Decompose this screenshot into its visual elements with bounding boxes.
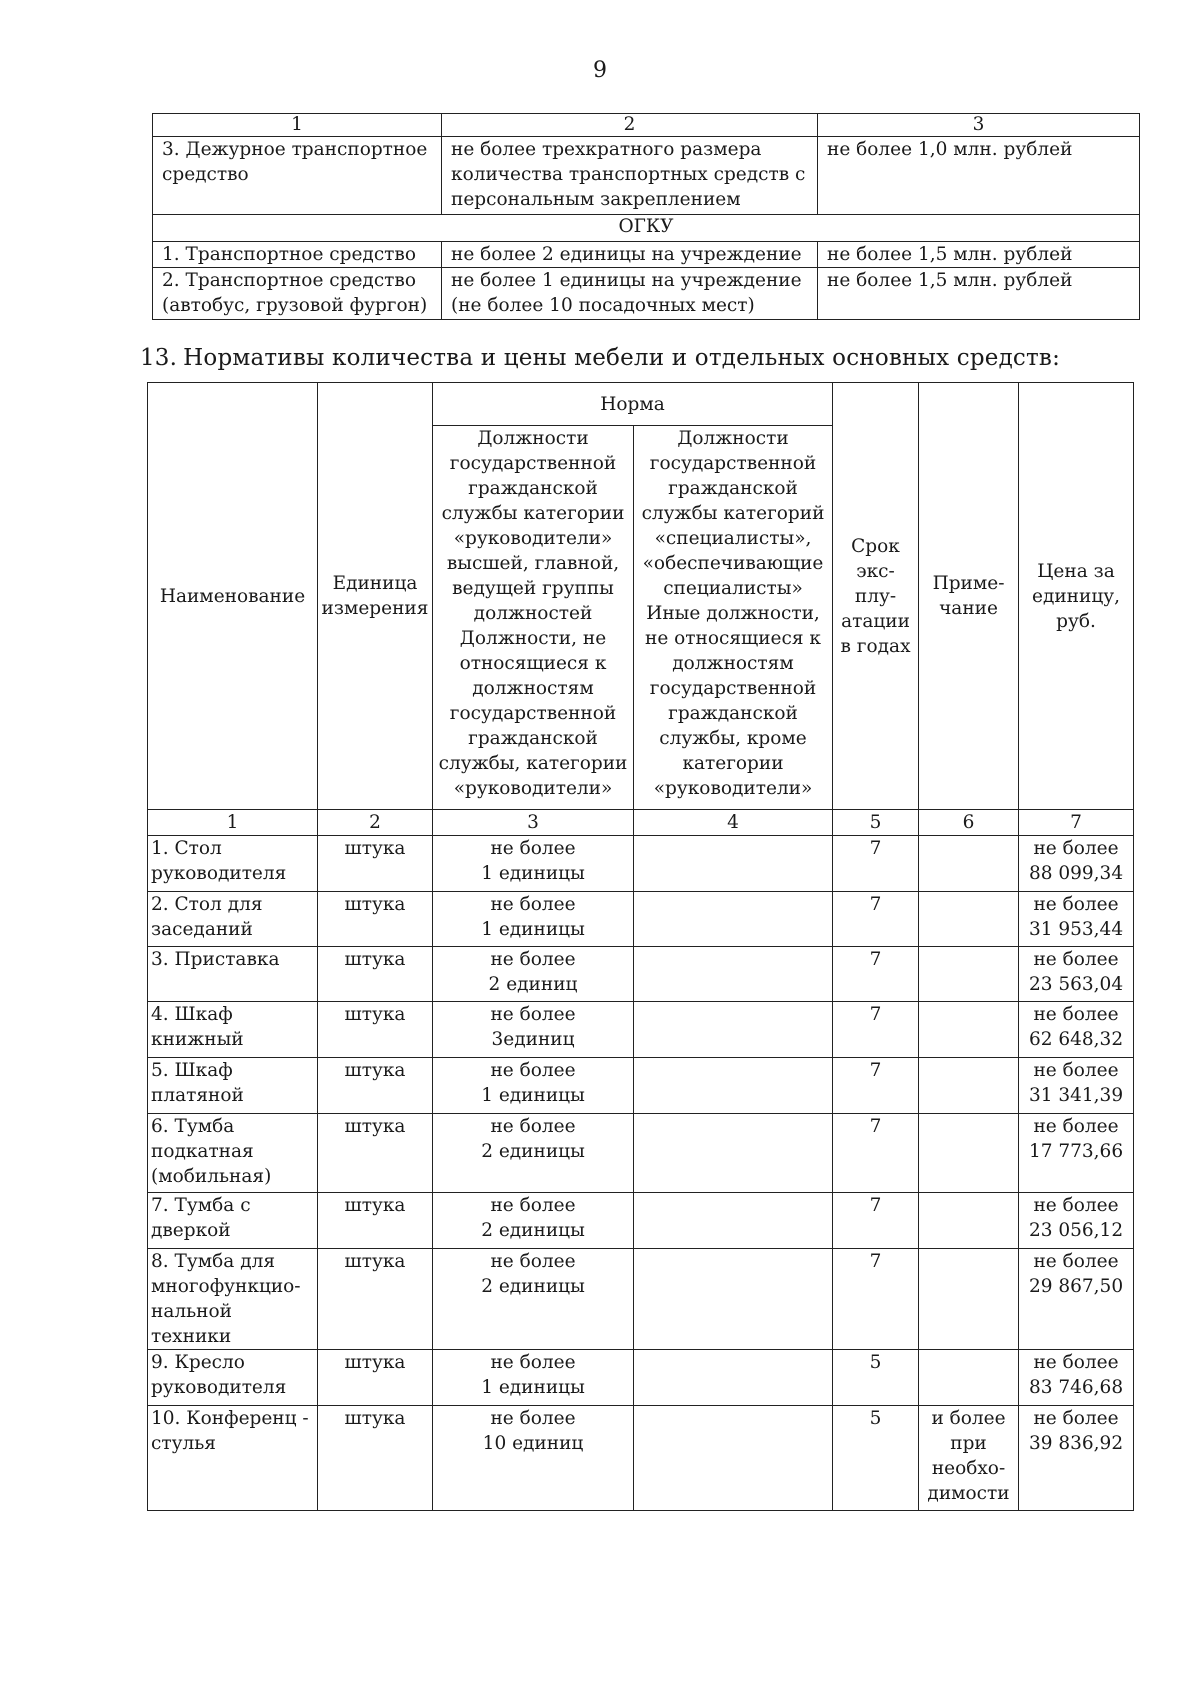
table-row (148, 947, 1134, 1002)
norm-quantity: 3единиц (491, 1029, 575, 1050)
price-prefix: не более (1033, 1408, 1119, 1429)
price-value: 83 746,68 (1028, 1377, 1124, 1398)
item-norm-managers (433, 1058, 634, 1114)
header-norm-specialists: Должности государственной гражданской службы категорий «специалисты», «обеспечивающие специалисты» Иные должности, не относящиеся к должностям государственной гражданской службы, кроме категории «руководители» (634, 426, 833, 810)
item-note (919, 947, 1019, 1002)
norm-prefix: не более (490, 1352, 576, 1373)
item-term: 5 (833, 1350, 919, 1406)
section-title: Нормативы количества и цены мебели и отдельных основных средств: (183, 345, 1061, 371)
table-row (153, 268, 1140, 320)
item-price (1019, 892, 1134, 947)
header-norm: Норма (433, 383, 833, 426)
item-note (919, 1058, 1019, 1114)
table-row (148, 1406, 1134, 1511)
item-unit: штука (318, 947, 433, 1002)
price-prefix: не более (1033, 838, 1119, 859)
norm-quantity: 2 единиц (488, 974, 578, 995)
section-heading (0, 343, 1200, 373)
column-number: 2 (442, 114, 818, 137)
header-name: Наименование (148, 383, 318, 810)
item-name: 6. Тумба подкатная (мобильная) (148, 1114, 318, 1193)
item-unit: штука (318, 1193, 433, 1249)
table-row (148, 836, 1134, 892)
table-row (153, 137, 1140, 215)
price-prefix: не более (1033, 1352, 1119, 1373)
header-norm-managers: Должности государственной гражданской службы категории «руководители» высшей, главной, ведущей группы должностей Должности, не относящиеся к должностям государственной гражданской службы, категории «руководители» (433, 426, 634, 810)
item-term: 7 (833, 892, 919, 947)
item-price (1019, 947, 1134, 1002)
item-norm-specialists (634, 1058, 833, 1114)
column-number: 5 (833, 810, 919, 836)
item-note (919, 1114, 1019, 1193)
item-price (1019, 1002, 1134, 1058)
price-value: 17 773,66 (1028, 1141, 1124, 1162)
row-name: 1. Транспортное средство (153, 242, 442, 268)
item-price (1019, 1193, 1134, 1249)
table-row (148, 1114, 1134, 1193)
item-norm-specialists (634, 1002, 833, 1058)
norm-prefix: не более (490, 1251, 576, 1272)
row-norm: не более трехкратного размера количества транспортных средств с персональным закреплением (442, 137, 818, 215)
norm-quantity: 1 единицы (481, 919, 585, 940)
item-note (919, 836, 1019, 892)
column-number: 6 (919, 810, 1019, 836)
item-name: 5. Шкаф платяной (148, 1058, 318, 1114)
item-unit: штука (318, 1350, 433, 1406)
item-name: 9. Кресло руководителя (148, 1350, 318, 1406)
item-unit: штука (318, 836, 433, 892)
item-term: 7 (833, 1002, 919, 1058)
item-norm-managers (433, 836, 634, 892)
item-name: 7. Тумба с дверкой (148, 1193, 318, 1249)
item-norm-managers (433, 1114, 634, 1193)
table-row (148, 1002, 1134, 1058)
column-number-row (148, 810, 1134, 836)
item-unit: штука (318, 1249, 433, 1350)
item-unit: штука (318, 1002, 433, 1058)
norm-quantity: 1 единицы (481, 863, 585, 884)
norm-quantity: 1 единицы (481, 1377, 585, 1398)
item-norm-managers (433, 1002, 634, 1058)
row-price: не более 1,5 млн. рублей (818, 268, 1140, 320)
page-number: 9 (593, 58, 607, 83)
row-name: 3. Дежурное транспортное средство (153, 137, 442, 215)
price-value: 31 953,44 (1028, 919, 1124, 940)
item-name: 8. Тумба для многофункцио-нальной техники (148, 1249, 318, 1350)
item-norm-managers (433, 947, 634, 1002)
norm-prefix: не более (490, 894, 576, 915)
item-price (1019, 1114, 1134, 1193)
item-note (919, 1193, 1019, 1249)
price-value: 88 099,34 (1028, 863, 1124, 884)
norm-prefix: не более (490, 1195, 576, 1216)
column-number: 2 (318, 810, 433, 836)
row-norm: не более 2 единицы на учреждение (442, 242, 818, 268)
price-value: 39 836,92 (1028, 1433, 1124, 1454)
price-value: 23 563,04 (1028, 974, 1124, 995)
column-number: 4 (634, 810, 833, 836)
price-value: 31 341,39 (1028, 1085, 1124, 1106)
price-prefix: не более (1033, 949, 1119, 970)
item-name: 3. Приставка (148, 947, 318, 1002)
item-norm-managers (433, 1193, 634, 1249)
item-term: 5 (833, 1406, 919, 1511)
price-prefix: не более (1033, 1251, 1119, 1272)
item-norm-specialists (634, 1350, 833, 1406)
column-number: 1 (153, 114, 442, 137)
norm-prefix: не более (490, 1004, 576, 1025)
norm-prefix: не более (490, 949, 576, 970)
column-number: 3 (433, 810, 634, 836)
column-number: 1 (148, 810, 318, 836)
price-value: 62 648,32 (1028, 1029, 1124, 1050)
item-note (919, 1002, 1019, 1058)
row-name: 2. Транспортное средство (автобус, грузовой фургон) (153, 268, 442, 320)
norm-quantity: 2 единицы (481, 1220, 585, 1241)
price-prefix: не более (1033, 1004, 1119, 1025)
header-unit: Единица измерения (318, 383, 433, 810)
item-term: 7 (833, 1058, 919, 1114)
item-note (919, 1350, 1019, 1406)
norm-prefix: не более (490, 1060, 576, 1081)
item-unit: штука (318, 1114, 433, 1193)
vehicle-norms-table (152, 113, 1140, 320)
item-unit: штука (318, 892, 433, 947)
header-term: Срок экс-плу-атации в годах (833, 383, 919, 810)
item-norm-specialists (634, 836, 833, 892)
norm-prefix: не более (490, 1408, 576, 1429)
furniture-norms-table (147, 382, 1134, 1511)
item-norm-specialists (634, 1249, 833, 1350)
header-note: Приме-чание (919, 383, 1019, 810)
item-name: 1. Стол руководителя (148, 836, 318, 892)
norm-prefix: не более (490, 1116, 576, 1137)
item-norm-specialists (634, 947, 833, 1002)
item-unit: штука (318, 1058, 433, 1114)
item-name: 4. Шкаф книжный (148, 1002, 318, 1058)
row-norm: не более 1 единицы на учреждение (не более 10 посадочных мест) (442, 268, 818, 320)
item-norm-specialists (634, 1193, 833, 1249)
norm-quantity: 1 единицы (481, 1085, 585, 1106)
price-prefix: не более (1033, 1195, 1119, 1216)
row-price: не более 1,0 млн. рублей (818, 137, 1140, 215)
norm-quantity: 2 единицы (481, 1141, 585, 1162)
norm-quantity: 10 единиц (482, 1433, 584, 1454)
norm-prefix: не более (490, 838, 576, 859)
item-unit: штука (318, 1406, 433, 1511)
price-prefix: не более (1033, 1116, 1119, 1137)
price-value: 29 867,50 (1028, 1276, 1124, 1297)
item-norm-managers (433, 1406, 634, 1511)
item-term: 7 (833, 1193, 919, 1249)
table-row (153, 242, 1140, 268)
item-price (1019, 1350, 1134, 1406)
item-note (919, 1249, 1019, 1350)
subheading-ogku: ОГКУ (153, 215, 1140, 242)
price-prefix: не более (1033, 894, 1119, 915)
item-name: 10. Конференц - стулья (148, 1406, 318, 1511)
column-number: 7 (1019, 810, 1134, 836)
item-norm-managers (433, 892, 634, 947)
item-name: 2. Стол для заседаний (148, 892, 318, 947)
column-number-row (153, 114, 1140, 137)
item-norm-specialists (634, 1114, 833, 1193)
item-price (1019, 1406, 1134, 1511)
price-prefix: не более (1033, 1060, 1119, 1081)
item-norm-specialists (634, 1406, 833, 1511)
norm-quantity: 2 единицы (481, 1276, 585, 1297)
price-value: 23 056,12 (1028, 1220, 1124, 1241)
table-row (148, 892, 1134, 947)
column-number: 3 (818, 114, 1140, 137)
item-term: 7 (833, 947, 919, 1002)
table-row (148, 1249, 1134, 1350)
item-note (919, 892, 1019, 947)
section-number: 13. (139, 345, 178, 371)
item-norm-managers (433, 1249, 634, 1350)
item-term: 7 (833, 836, 919, 892)
row-price: не более 1,5 млн. рублей (818, 242, 1140, 268)
subheading-row (153, 215, 1140, 242)
table-row (148, 1058, 1134, 1114)
item-term: 7 (833, 1114, 919, 1193)
item-price (1019, 1249, 1134, 1350)
header-price: Цена за единицу, руб. (1019, 383, 1134, 810)
item-price (1019, 836, 1134, 892)
item-price (1019, 1058, 1134, 1114)
item-norm-managers (433, 1350, 634, 1406)
table-row (148, 1350, 1134, 1406)
item-note: и более при необхо-димости (919, 1406, 1019, 1511)
table-row (148, 1193, 1134, 1249)
item-term: 7 (833, 1249, 919, 1350)
item-norm-specialists (634, 892, 833, 947)
